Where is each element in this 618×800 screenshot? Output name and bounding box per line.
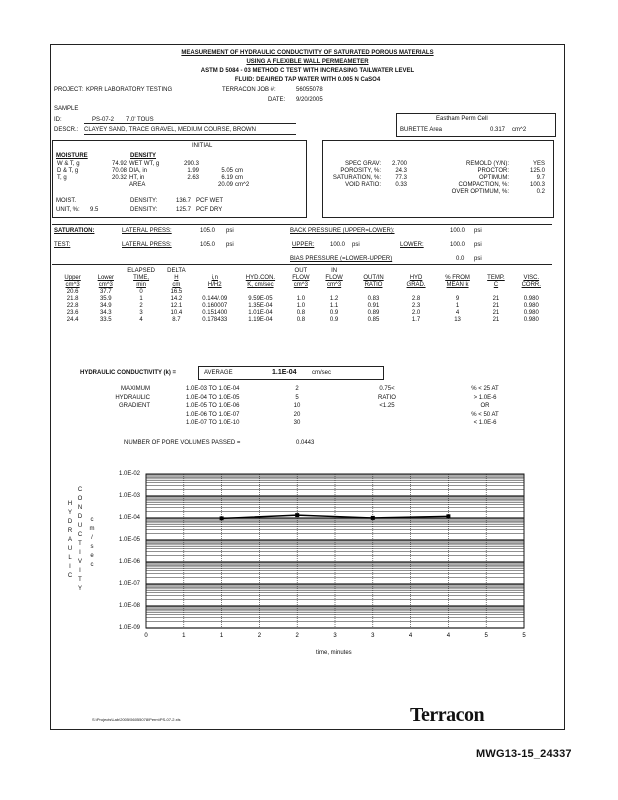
lower-label: LOWER: (400, 242, 424, 248)
criteria-col5-item: < 1.0E-6 (473, 420, 497, 426)
ylabel-hydraulic-letter: A (67, 537, 72, 543)
ylabel-conductivity-letter: O (77, 496, 83, 502)
psi-5: psi (474, 242, 482, 248)
criteria-col5-item: % < 25 AT (471, 386, 499, 392)
unit-value: 9.5 (90, 207, 99, 213)
criteria-col3-item: 30 (293, 420, 301, 426)
criteria-col3-item: 2 (295, 386, 299, 392)
ylabel-conductivity-letter: Y (77, 586, 82, 592)
ylabel-conductivity-letter: I (79, 568, 81, 574)
y-tick-label: 1.0E-09 (118, 625, 140, 631)
criteria-col2-item: 1.0E-05 TO 1.0E-06 (186, 403, 240, 409)
ylabel-conductivity-letter: T (78, 577, 82, 583)
ylabel-conductivity-letter: C (77, 532, 83, 538)
file-path: S:\Projects\Lab\2005\56055078\Perm\PS-07-2.xls (92, 717, 181, 722)
x-tick-label: 4 (446, 633, 451, 639)
ylabel-unit-letter: s (90, 544, 94, 550)
x-tick-label: 2 (295, 633, 299, 639)
ylabel-conductivity-letter: I (79, 550, 81, 556)
x-tick-label: 4 (408, 633, 413, 639)
table-head-2: Upper Lower TIME, H i,n HYD.CON. FLOW FLOW OUT/IN HYD % FROM TEMP. VISC. (64, 275, 540, 281)
moist-label: MOIST. (56, 198, 77, 204)
back-pressure-value: 100.0 (450, 228, 466, 234)
criteria-col5-item: OR (480, 403, 490, 409)
chart-xlabel: time, minutes (316, 650, 352, 656)
y-tick-label: 1.0E-02 (118, 471, 140, 477)
title-1: MEASUREMENT OF HYDRAULIC CONDUCTIVITY OF SATURATED POROUS MATERIALS (181, 50, 434, 56)
criteria-col5-item: > 1.0E-6 (473, 394, 497, 401)
psi-3: psi (226, 242, 234, 248)
table-row: 20.6 37.7 0 16.5 (66, 289, 183, 295)
ylabel-unit-letter: c (90, 517, 94, 523)
job-label: TERRACON JOB #: (222, 87, 276, 93)
ylabel-hydraulic-letter: U (67, 546, 73, 552)
psi-4: psi (352, 242, 360, 248)
ylabel-hydraulic-letter: I (69, 564, 71, 570)
date-label: DATE: (268, 97, 286, 103)
criteria-col3-item: 20 (293, 411, 301, 418)
criteria-col3-item: 5 (295, 394, 299, 401)
x-tick-label: 1 (182, 633, 186, 639)
x-tick-label: 3 (333, 633, 337, 639)
psi-6: psi (474, 256, 482, 262)
date-value: 9/20/2005 (296, 97, 323, 103)
y-tick-label: 1.0E-06 (118, 559, 140, 565)
bias-label: BIAS PRESSURE (=LOWER-UPPER) (290, 256, 393, 262)
density1-value: 136.7 (176, 198, 192, 204)
desc-label: DESCR.: (54, 127, 79, 133)
pore-volumes-label: NUMBER OF PORE VOLUMES PASSED = (124, 440, 241, 446)
density-label: DENSITY (130, 153, 157, 159)
hydcon-label: HYDRAULIC CONDUCTIVITY (k) = (80, 370, 177, 376)
criteria-col2-item: 1.0E-07 TO 1.0E-10 (186, 420, 240, 426)
title-4: FLUID: DEAIRED TAP WATER WITH 0.005 N CaSO4 (234, 77, 381, 83)
desc-value: CLAYEY SAND, TRACE GRAVEL, MEDIUM COURSE, BROWN (84, 127, 256, 133)
id-label: ID: (54, 117, 62, 123)
psi-2: psi (474, 228, 482, 234)
burette-unit: cm^2 (512, 127, 527, 133)
document-id: MWG13-15_24337 (476, 748, 572, 760)
criteria-col4-item: <1.25 (379, 403, 395, 409)
criteria-col4-item: 0.75< (379, 386, 395, 392)
ylabel-conductivity-letter: U (77, 523, 83, 529)
job-value: 56055078 (296, 87, 323, 93)
burette-value: 0.317 (490, 127, 506, 133)
hydcon-average-value: 1.1E-04 (272, 369, 297, 376)
id-value: PS-07-2 (92, 117, 115, 123)
back-pressure-label: BACK PRESSURE (UPPER=LOWER): (290, 228, 395, 234)
title-2: USING A FLEXIBLE WALL PERMEAMETER (246, 59, 369, 65)
x-tick-label: 0 (144, 633, 148, 639)
y-tick-label: 1.0E-08 (118, 603, 140, 609)
ylabel-hydraulic-letter: Y (67, 510, 72, 516)
moisture-label: MOISTURE (56, 153, 88, 159)
y-tick-label: 1.0E-03 (118, 493, 140, 499)
ylabel-hydraulic-letter: L (68, 555, 72, 561)
psi-1: psi (226, 228, 234, 234)
criteria-col2-item: 1.0E-06 TO 1.0E-07 (186, 411, 240, 418)
table-head-3: cm^3 cm^3 min cm H/H2 K, cm/sec cm^3 cm^3 RATIO GRAD. MEAN k C CORR. (65, 282, 541, 288)
criteria-col1-item: HYDRAULIC (115, 394, 150, 401)
burette-label: BURETTE Area (400, 127, 443, 133)
criteria-col4-item: RATIO (378, 394, 396, 401)
table-row: 22.8 34.9 2 12.1 0.160007 1.35E-04 1.0 1.1 0.91 2.3 1 21 0.980 (66, 303, 539, 309)
title-3: ASTM D 5084 - 03 METHOD C TEST WITH INCREASING TAILWATER LEVEL (200, 68, 415, 74)
y-tick-label: 1.0E-07 (118, 581, 140, 587)
hydcon-average-label: AVERAGE (204, 370, 233, 376)
criteria-col2-item: 1.0E-03 TO 1.0E-04 (186, 386, 240, 392)
lateral1-value: 105.0 (200, 228, 216, 234)
properties-table: SPEC GRAV: 2.700 REMOLD (Y/N): YES POROSITY, %: 24.3 PROCTOR: 125.0 SATURATION, %: 77.3 OPTIMUM: 9.7 VOID RATIO: 0.33 COMPACTION, %: 100.3 OVER OPTIMUM, %: 0.2 (332, 161, 545, 195)
x-tick-label: 3 (371, 633, 375, 639)
lateral1-label: LATERAL PRESS: (122, 228, 172, 234)
density1-unit: PCF WET (196, 198, 223, 204)
density1-label: DENSITY: (130, 198, 158, 204)
table-row: 23.6 34.3 3 10.4 0.151400 1.01E-04 0.8 0.9 0.89 2.0 4 21 0.980 (66, 310, 539, 316)
y-tick-label: 1.0E-05 (118, 537, 140, 543)
data-point (220, 516, 224, 520)
table-row: 21.8 35.9 1 14.2 0.144/.09 9.59E-05 1.0 1.2 0.83 2.8 9 21 0.980 (66, 296, 539, 302)
terracon-logo: Terracon (410, 704, 485, 726)
ylabel-unit-letter: c (90, 562, 94, 568)
ylabel-conductivity-letter: T (78, 541, 82, 547)
moisture-table: W & T, g 74.92 WET WT, g 290.3 D & T, g 70.08 DIA, in 1.99 5.05 cm T, g 20.32 HT, in 2.63 6.19 cm AREA 20.09 cm^2 (57, 161, 250, 188)
test-data-table (56, 268, 550, 324)
criteria-col3-item: 10 (293, 403, 301, 409)
saturation-label: SATURATION: (54, 228, 95, 234)
ylabel-hydraulic-letter: H (67, 501, 73, 507)
data-point (446, 514, 450, 518)
lateral2-label: LATERAL PRESS: (122, 242, 172, 248)
sample-label: SAMPLE (54, 106, 79, 112)
conductivity-chart (142, 468, 527, 639)
ylabel-unit-letter: m (89, 526, 95, 532)
bias-value: 0.0 (456, 256, 465, 262)
criteria-col5-item: % < 50 AT (471, 411, 499, 418)
y-tick-label: 1.0E-04 (118, 515, 140, 521)
ylabel-unit-letter: / (91, 535, 93, 541)
criteria-col1-item: MAXIMUM (121, 386, 150, 392)
criteria-col1-item: GRADIENT (118, 403, 150, 409)
initial-label: INITIAL (192, 143, 213, 149)
x-tick-label: 2 (257, 633, 262, 639)
criteria-col2-item: 1.0E-04 TO 1.0E-05 (186, 394, 240, 401)
density2-label: DENSITY: (130, 207, 158, 213)
data-point (371, 516, 375, 520)
unit-label: UNIT, %: (56, 207, 80, 213)
ylabel-hydraulic-letter: R (67, 528, 73, 534)
cell-label: Eastham Perm Cell (436, 116, 488, 122)
pore-volumes-value: 0.0443 (296, 440, 315, 446)
project-value: KPRR LABORATORY TESTING (86, 87, 173, 93)
density2-value: 125.7 (176, 207, 192, 213)
lateral2-value: 105.0 (200, 242, 216, 248)
test-label: TEST: (54, 242, 71, 248)
density2-unit: PCF DRY (196, 207, 223, 213)
table-row: 24.4 33.5 4 8.7 0.178433 1.19E-04 0.8 0.9 0.85 1.7 13 21 0.980 (66, 317, 539, 323)
ylabel-conductivity-letter: C (77, 487, 83, 493)
data-point (295, 513, 299, 517)
lower-value: 100.0 (450, 242, 466, 248)
ylabel-conductivity-letter: V (77, 559, 82, 565)
upper-value: 100.0 (330, 242, 346, 248)
id-extra: 7.0' TOUS (126, 117, 154, 123)
project-label: PROJECT: (54, 87, 84, 93)
x-tick-label: 1 (219, 633, 224, 639)
upper-label: UPPER: (292, 242, 315, 248)
ylabel-hydraulic-letter: C (67, 573, 73, 579)
hydcon-unit: cm/sec (312, 370, 332, 376)
table-head-1: ELAPSED DELTA OUT IN (127, 268, 338, 274)
ylabel-unit-letter: e (90, 553, 94, 559)
ylabel-conductivity-letter: N (77, 505, 83, 511)
ylabel-hydraulic-letter: D (67, 519, 73, 525)
x-tick-label: 5 (522, 633, 526, 639)
x-tick-label: 5 (484, 633, 488, 639)
ylabel-conductivity-letter: D (77, 514, 83, 520)
